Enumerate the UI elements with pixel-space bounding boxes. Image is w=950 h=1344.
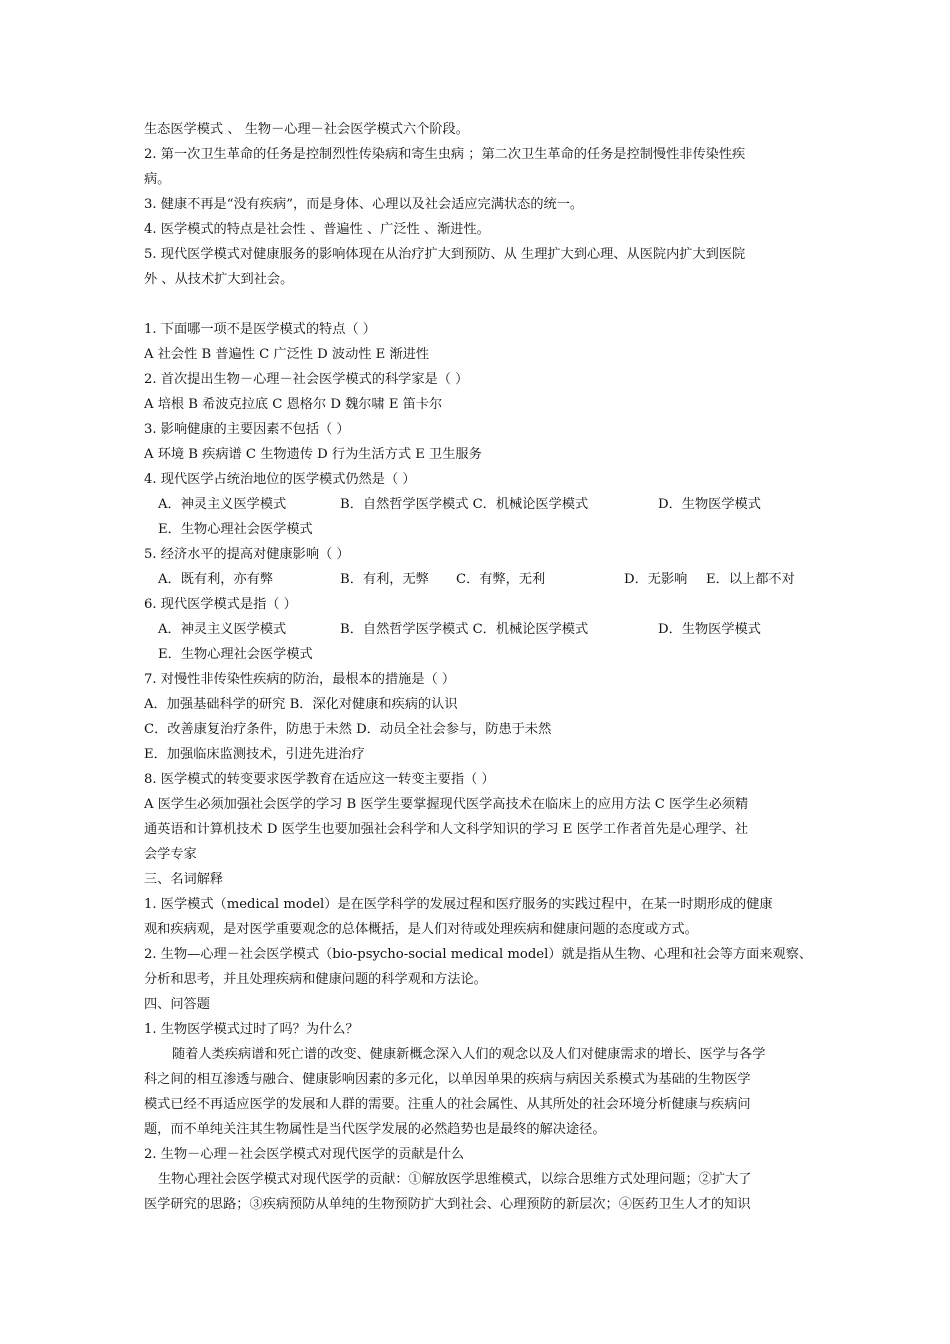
qa-answer-1: 科之间的相互渗透与融合、健康影响因素的多元化，以单因单果的疾病与病因关系模式为基础的生物医学: [144, 1072, 751, 1087]
option-bc: B．自然哲学医学模式 C．机械论医学模式: [340, 622, 589, 637]
question-2: 2. 首次提出生物－心理－社会医学模式的科学家是（ ）: [144, 372, 469, 387]
term-1: 观和疾病观，是对医学重要观念的总体概括，是人们对待或处理疾病和健康问题的态度或方式。: [144, 922, 698, 937]
option-b: B．有利，无弊: [340, 572, 429, 587]
qa-question-2: 2. 生物－心理－社会医学模式对现代医学的贡献是什么: [144, 1147, 465, 1162]
qa-answer-2: 医学研究的思路；③疾病预防从单纯的生物预防扩大到社会、心理预防的新层次；④医药卫生人才的知识: [144, 1197, 751, 1212]
option-bc: B．自然哲学医学模式 C．机械论医学模式: [340, 497, 589, 512]
option-a: A．神灵主义医学模式: [158, 622, 287, 637]
question-6-options: [144, 617, 814, 642]
text-line: 病。: [144, 172, 171, 187]
qa-answer-1: 模式已经不再适应医学的发展和人群的需要。注重人的社会属性、从其所处的社会环境分析健康与疾病问: [144, 1097, 751, 1112]
question-3-options: A 环境 B 疾病谱 C 生物遗传 D 行为生活方式 E 卫生服务: [144, 447, 482, 462]
question-8-options: 通英语和计算机技术 D 医学生也要加强社会科学和人文科学知识的学习 E 医学工作者首先是心理学、社: [144, 822, 749, 837]
question-2-options: A 培根 B 希波克拉底 C 恩格尔 D 魏尔啸 E 笛卡尔: [144, 397, 443, 412]
question-7-options-ab: A．加强基础科学的研究 B．深化对健康和疾病的认识: [144, 697, 458, 712]
question-6: 6. 现代医学模式是指（ ）: [144, 597, 297, 612]
option-d: D．生物医学模式: [658, 497, 761, 512]
text-line: 3. 健康不再是“没有疾病”，而是身体、心理以及社会适应完满状态的统一。: [144, 197, 584, 212]
section-heading-qa: 四、问答题: [144, 997, 210, 1012]
option-c: C．有弊，无利: [456, 572, 546, 587]
question-7: 7. 对慢性非传染性疾病的防治，最根本的措施是（ ）: [144, 672, 456, 687]
text-line: 外 、从技术扩大到社会。: [144, 272, 294, 287]
question-1-options: A 社会性 B 普遍性 C 广泛性 D 波动性 E 渐进性: [144, 347, 430, 362]
term-2: 2. 生物—心理－社会医学模式（bio-psycho-social medical model）就是指从生物、心理和社会等方面来观察、: [144, 947, 813, 962]
text-line: 生态医学模式 、 生物－心理－社会医学模式六个阶段。: [144, 122, 469, 137]
option-e: E．生物心理社会医学模式: [158, 522, 313, 537]
qa-answer-1: 题，而不单纯关注其生物属性是当代医学发展的必然趋势也是最终的解决途径。: [144, 1122, 606, 1137]
option-e: E．生物心理社会医学模式: [158, 647, 313, 662]
option-d: D．无影响: [624, 572, 688, 587]
qa-answer-1: 随着人类疾病谱和死亡谱的改变、健康新概念深入人们的观念以及人们对健康需求的增长、医学与各学: [172, 1047, 766, 1062]
option-a: A．既有利，亦有弊: [158, 572, 274, 587]
question-5: 5. 经济水平的提高对健康影响（ ）: [144, 547, 350, 562]
question-4-options: [144, 492, 814, 517]
question-3: 3. 影响健康的主要因素不包括（ ）: [144, 422, 350, 437]
qa-answer-2: 生物心理社会医学模式对现代医学的贡献：①解放医学思维模式，以综合思维方式处理问题；②扩大了: [158, 1172, 752, 1187]
question-8-options: A 医学生必须加强社会医学的学习 B 医学生要掌握现代医学高技术在临床上的应用方法 C 医学生必须精: [144, 797, 749, 812]
question-4: 4. 现代医学占统治地位的医学模式仍然是（ ）: [144, 472, 416, 487]
question-7-options-cd: C．改善康复治疗条件，防患于未然 D．动员全社会参与，防患于未然: [144, 722, 552, 737]
text-line: 2. 第一次卫生革命的任务是控制烈性传染病和寄生虫病 ；第二次卫生革命的任务是控制慢性非传染性疾: [144, 147, 746, 162]
option-a: A．神灵主义医学模式: [158, 497, 287, 512]
option-e: E．以上都不对: [706, 572, 795, 587]
text-line: 5. 现代医学模式对健康服务的影响体现在从治疗扩大到预防、从 生理扩大到心理、从医院内扩大到医院: [144, 247, 746, 262]
text-line: 4. 医学模式的特点是社会性 、普遍性 、广泛性 、渐进性。: [144, 222, 490, 237]
blank-line: [144, 292, 814, 317]
question-8: 8. 医学模式的转变要求医学教育在适应这一转变主要指（ ）: [144, 772, 495, 787]
question-1: 1. 下面哪一项不是医学模式的特点（ ）: [144, 322, 376, 337]
option-d: D．生物医学模式: [658, 622, 761, 637]
section-heading-terms: 三、名词解释: [144, 872, 224, 887]
question-5-options: [144, 567, 814, 592]
document-body: [144, 117, 814, 1217]
term-2: 分析和思考，并且处理疾病和健康问题的科学观和方法论。: [144, 972, 487, 987]
question-7-option-e: E．加强临床监测技术，引进先进治疗: [144, 747, 365, 762]
term-1: 1. 医学模式（medical model）是在医学科学的发展过程和医疗服务的实践过程中，在某一时期形成的健康: [144, 897, 773, 912]
question-8-options: 会学专家: [144, 847, 197, 862]
qa-question-1: 1. 生物医学模式过时了吗？为什么？: [144, 1022, 359, 1037]
